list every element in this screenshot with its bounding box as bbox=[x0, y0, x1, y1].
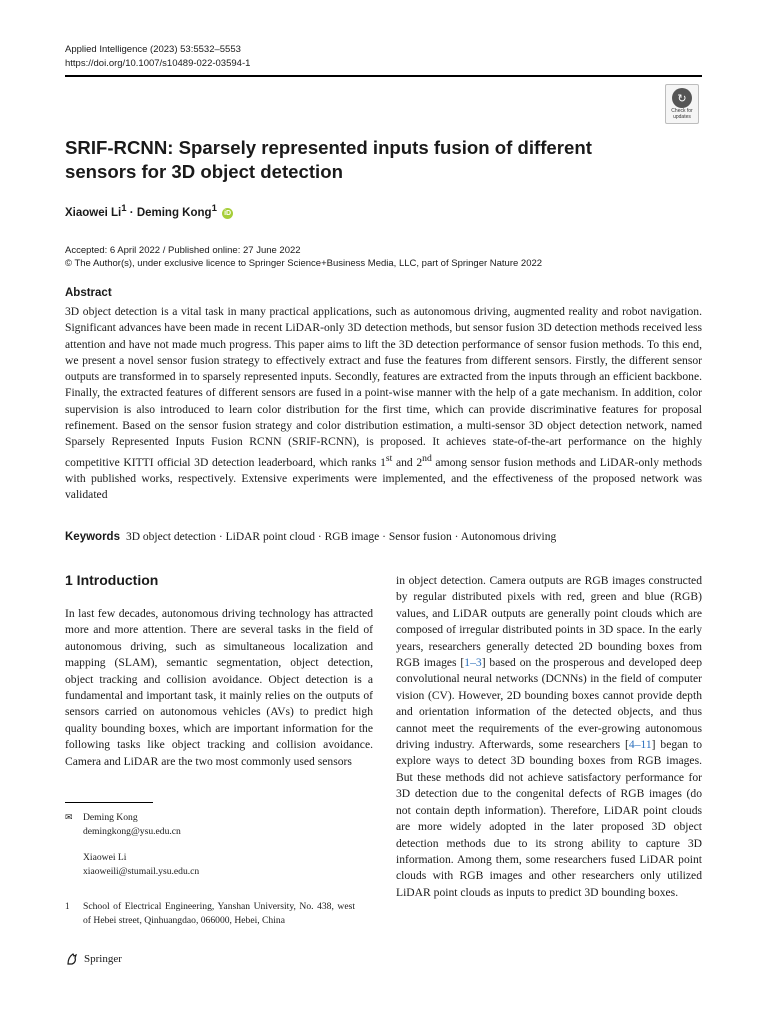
keywords bbox=[65, 531, 556, 543]
springer-horse-icon bbox=[65, 952, 79, 966]
journal-citation: Applied Intelligence (2023) 53:5532–5553 bbox=[65, 44, 241, 55]
author-1[interactable]: Xiaowei Li bbox=[65, 206, 122, 219]
crossmark-label-2: updates bbox=[673, 114, 691, 120]
author-separator: · bbox=[126, 206, 137, 219]
paper-title: SRIF-RCNN: Sparsely represented inputs fusion of different sensors for 3D object detection bbox=[65, 137, 592, 182]
author1-email[interactable]: demingkong@ysu.edu.cn bbox=[83, 825, 181, 837]
check-for-updates-badge[interactable] bbox=[665, 84, 699, 124]
accepted-published: Accepted: 6 April 2022 / Published online: 27 June 2022 bbox=[65, 245, 301, 256]
header-rule bbox=[65, 75, 702, 77]
citation-link-2[interactable]: 4–11 bbox=[628, 738, 652, 752]
author2-email[interactable]: xiaoweili@stumail.ysu.edu.cn bbox=[83, 865, 200, 877]
journal-header bbox=[65, 43, 250, 71]
corresponding-author bbox=[65, 811, 181, 838]
abstract-part-3: among sensor fusion methods and LiDAR-only methods with published works, respectively. Extensive experiments were implemented, and the effectiveness of the proposed network was validated bbox=[65, 455, 702, 502]
footnote-rule bbox=[65, 802, 153, 803]
abstract-sup-2: nd bbox=[422, 452, 432, 464]
publisher-footer bbox=[65, 952, 122, 966]
intro-right-part-1: in object detection. Camera outputs are RGB images constructed by regular distributed pixels with red, green and blue (RGB) values, and LiDAR outputs are generally point clouds which are composed of irregular distributed points in 3D space. In the early years, researchers generally detected 2D bounding boxes from RGB images [ bbox=[396, 574, 702, 670]
keywords-label: Keywords bbox=[65, 531, 120, 543]
abstract-part-2: and 2 bbox=[392, 455, 423, 469]
intro-right-part-3: ] began to explore ways to detect 3D bounding boxes from RGB images. But these methods did not achieve satisfactory performance for 3D detection due to the congenital defects of RGB images (do not contain depth information). Therefore, LiDAR point clouds are more widely adopted in the later proposed 3D object detection methods due to its strong ability to capture 3D information. Among them, some researchers fused LiDAR point clouds with RGB images and other researchers only utilized LiDAR point clouds as inputs to predict 3D bounding boxes. bbox=[396, 738, 702, 899]
author-2-affil: 1 bbox=[211, 203, 217, 214]
author1-name: Deming Kong bbox=[83, 812, 138, 823]
crossmark-icon: ↻ bbox=[672, 88, 692, 108]
abstract-part-1: 3D object detection is a vital task in many practical applications, such as autonomous driving, augmented reality and robot navigation. Significant advances have been made in recent LiDAR-only 3D detection methods, but sensor fusion 3D detection methods received less attention and have not made much progress. This paper aims to lift the 3D detection performance of sensor fusion methods. To this end, we present a novel sensor fusion strategy to effectively extract and fuse the features from different sensors. Firstly, the different sensor outputs are transformed in to sparsely represented inputs. Secondly, features are extracted from the inputs through an efficient backbone. Finally, the extracted features of different sensors are fused in a point-wise manner with the help of a gate mechanism. In addition, color supervision is also introduced to learn color distribution for the first time, which can provide discriminative features for proposal refinement. Based on the sensor fusion strategy and color distribution estimation, a multi-sensor 3D object detection network, named Sparsely Represented Inputs Fusion RCNN (SRIF-RCNN), is proposed. It achieves state-of-the-art performance on the highly competitive KITTI official 3D detection leaderboard, which ranks 1 bbox=[65, 305, 702, 469]
abstract-text bbox=[65, 304, 702, 503]
abstract-sup-1: st bbox=[385, 452, 393, 464]
affiliation-mark: 1 bbox=[65, 901, 70, 911]
second-author-contact bbox=[65, 851, 199, 878]
section-heading-introduction: 1 Introduction bbox=[65, 572, 159, 588]
publication-dates bbox=[65, 244, 542, 270]
keywords-list: 3D object detection · LiDAR point cloud · RGB image · Sensor fusion · Autonomous driving bbox=[125, 531, 557, 543]
journal-doi[interactable]: https://doi.org/10.1007/s10489-022-03594-1 bbox=[65, 58, 251, 69]
citation-link-1[interactable]: 1–3 bbox=[464, 656, 482, 670]
author-list bbox=[65, 203, 233, 219]
copyright: © The Author(s), under exclusive licence to Springer Science+Business Media, LLC, part of Springer Nature 2022 bbox=[65, 258, 543, 269]
crossmark-label-1: Check for bbox=[671, 108, 693, 114]
abstract-heading: Abstract bbox=[65, 287, 112, 299]
envelope-icon: ✉ bbox=[65, 812, 73, 822]
orcid-icon[interactable]: iD bbox=[224, 209, 232, 217]
publisher-name: Springer bbox=[84, 953, 122, 965]
intro-right-column bbox=[396, 573, 702, 901]
author-1-affil: 1 bbox=[121, 203, 127, 214]
author-2[interactable]: Deming Kong bbox=[136, 206, 212, 219]
affiliation-text: School of Electrical Engineering, Yanshan University, No. 438, west of Hebei street, Qinhuangdao, 066000, Hebei, China bbox=[83, 901, 355, 926]
author2-name: Xiaowei Li bbox=[83, 852, 127, 863]
affiliation-footnote bbox=[65, 900, 355, 927]
intro-left-column: In last few decades, autonomous driving technology has attracted more and more attention. There are several tasks in the field of autonomous driving, such as simultaneous localization and mapping (SLAM), semantic segmentation, object detection, object tracking and collision avoidance. Object detection is a fundamental and important task, it mainly relies on the outputs of sensors carried on autonomous vehicles (AVs) to predict high quality bounding boxes, which are important information for the following tasks like object tracking and collision avoidance. Camera and LiDAR are the two most commonly used sensors bbox=[65, 607, 373, 768]
intro-right-part-2: ] based on the prosperous and developed deep convolutional neural networks (DCNNs) in the field of computer vision (CV). However, 2D bounding boxes cannot provide depth and orientation information of the detected objects, and thus cannot meet the requirements of the ever-growing autonomous driving industry. Afterwards, some researchers [ bbox=[396, 656, 702, 752]
